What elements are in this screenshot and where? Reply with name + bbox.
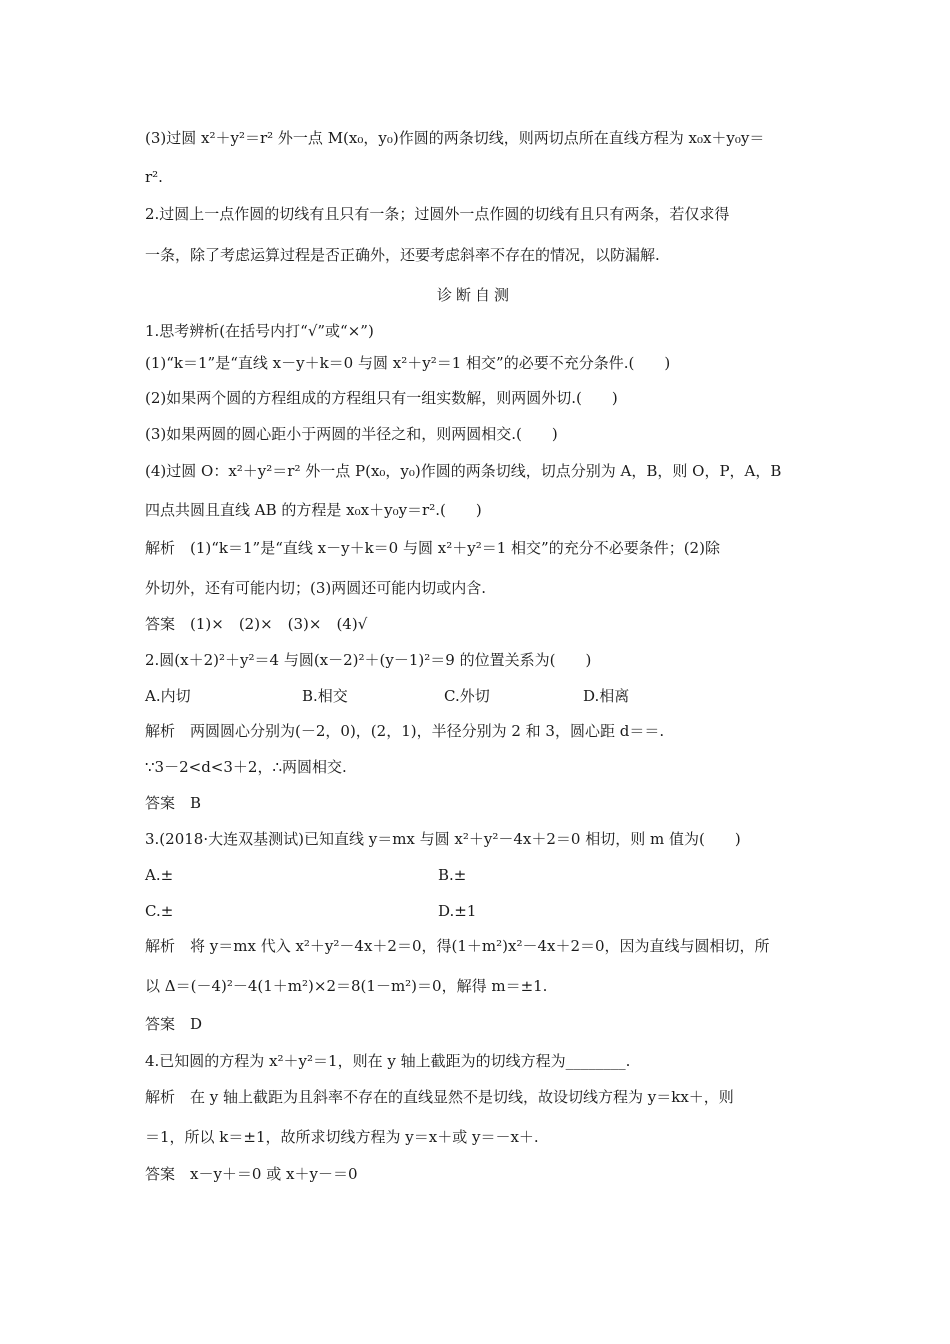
text-line: 答案 B	[145, 794, 202, 812]
text-line: 解析 两圆圆心分别为(－2，0)，(2，1)，半径分别为 2 和 3，圆心距 d＝＝.	[145, 722, 665, 740]
text-line: (3)过圆 x²＋y²＝r² 外一点 M(x₀，y₀)作圆的两条切线，则两切点所在直线方程为 x₀x＋y₀y＝	[145, 129, 765, 147]
text-line: 一条，除了考虑运算过程是否正确外，还要考虑斜率不存在的情况，以防漏解.	[145, 246, 660, 264]
text-line: 解析 将 y＝mx 代入 x²＋y²－4x＋2＝0，得(1＋m²)x²－4x＋2＝0，因为直线与圆相切，所	[145, 937, 770, 955]
text-line: (3)如果两圆的圆心距小于两圆的半径之和，则两圆相交.( )	[145, 425, 558, 443]
text-line: 2.圆(x＋2)²＋y²＝4 与圆(x－2)²＋(y－1)²＝9 的位置关系为( )	[145, 651, 592, 669]
text-line: 以 Δ＝(－4)²－4(1＋m²)×2＝8(1－m²)＝0，解得 m＝±1.	[145, 977, 548, 995]
text-line: (1)“k＝1”是“直线 x－y＋k＝0 与圆 x²＋y²＝1 相交”的必要不充分条件.( )	[145, 354, 671, 372]
section-heading: 诊断自测	[436, 286, 513, 304]
q2-option-b: B.相交	[302, 687, 348, 705]
text-line: ∵3－2<d<3＋2，∴两圆相交.	[145, 758, 347, 776]
q3-option-d: D.±1	[438, 902, 477, 920]
text-line: 外切外，还有可能内切；(3)两圆还可能内切或内含.	[145, 579, 487, 597]
text-line: 3.(2018·大连双基测试)已知直线 y＝mx 与圆 x²＋y²－4x＋2＝0 相切，则 m 值为( )	[145, 830, 741, 848]
text-line: 解析 (1)“k＝1”是“直线 x－y＋k＝0 与圆 x²＋y²＝1 相交”的充分不必要条件；(2)除	[145, 539, 720, 557]
q2-option-d: D.相离	[583, 687, 630, 705]
q3-option-c: C.±	[145, 902, 174, 920]
text-line: 四点共圆且直线 AB 的方程是 x₀x＋y₀y＝r².( )	[145, 501, 482, 519]
text-line: 4.已知圆的方程为 x²＋y²＝1，则在 y 轴上截距为的切线方程为________.	[145, 1052, 631, 1070]
q2-option-a: A.内切	[145, 687, 191, 705]
text-line: 解析 在 y 轴上截距为且斜率不存在的直线显然不是切线，故设切线方程为 y＝kx＋，则	[145, 1088, 734, 1106]
text-line: 答案 x－y＋＝0 或 x＋y－＝0	[145, 1165, 358, 1183]
text-line: 答案 D	[145, 1015, 203, 1033]
text-line: 2.过圆上一点作圆的切线有且只有一条；过圆外一点作圆的切线有且只有两条，若仅求得	[145, 205, 730, 223]
text-line: (2)如果两个圆的方程组成的方程组只有一组实数解，则两圆外切.( )	[145, 389, 618, 407]
text-line: ＝1，所以 k＝±1，故所求切线方程为 y＝x＋或 y＝－x＋.	[145, 1128, 539, 1146]
text-line: r².	[145, 168, 163, 186]
text-line: (4)过圆 O：x²＋y²＝r² 外一点 P(x₀，y₀)作圆的两条切线，切点分别为 A，B，则 O，P，A，B	[145, 462, 782, 480]
q3-option-a: A.±	[145, 866, 174, 884]
text-line: 1.思考辨析(在括号内打“√”或“×”)	[145, 322, 374, 340]
text-line: 答案 (1)× (2)× (3)× (4)√	[145, 615, 368, 633]
q3-option-b: B.±	[438, 866, 467, 884]
q2-option-c: C.外切	[444, 687, 490, 705]
